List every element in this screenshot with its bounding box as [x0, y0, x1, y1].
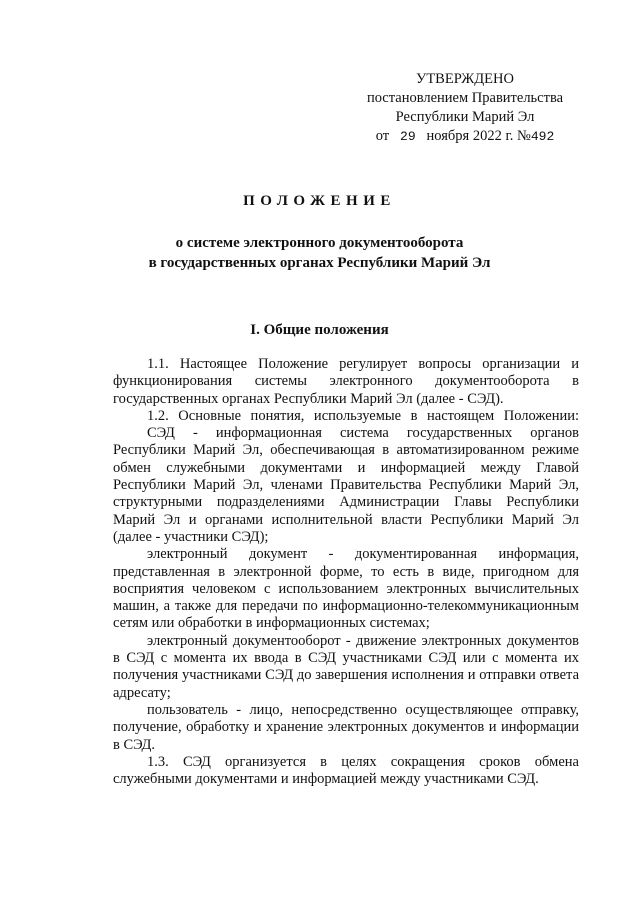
approval-number: 492 [530, 129, 555, 144]
approval-day: 29 [400, 129, 416, 144]
definition-electronic-document: электронный документ - документированная информация, представленная в электронной форме, то есть в виде, пригодном для восприятия человеком с использованием электронных вычислительных машин, а также для передачи по информационно-телекоммуникационным сетям или обработки в информационных системах; [113, 546, 579, 632]
section-title: I. Общие положения [250, 322, 389, 338]
approval-issuer: постановлением Правительства [366, 90, 564, 106]
paragraph-1-1: 1.1. Настоящее Положение регулирует вопросы организации и функционирования системы электронного документооборота в государственных органах Республики Марий Эл (далее - СЭД). [113, 356, 579, 407]
paragraph-1-2: 1.2. Основные понятия, используемые в настоящем Положении: [147, 407, 579, 424]
definition-electronic-workflow: электронный документооборот - движение электронных документов в СЭД с момента их ввода в СЭД участниками СЭД или с момента их получения участниками СЭД до завершения исполнения и отправки ответа адресату; [113, 632, 579, 701]
approval-heading: УТВЕРЖДЕНО [416, 71, 514, 87]
approval-month-year: ноября 2022 г. № [426, 128, 531, 144]
document-body [113, 356, 579, 788]
approval-stamp [350, 70, 580, 146]
subtitle-line-1: о системе электронного документооборота [175, 235, 464, 251]
document-title: ПОЛОЖЕНИЕ [243, 193, 396, 209]
approval-date-prefix: от [375, 128, 390, 144]
document-subtitle [0, 233, 639, 273]
approval-date-line [350, 127, 580, 146]
definition-sed: СЭД - информационная система государственных органов Республики Марий Эл, обеспечивающая в автоматизированном режиме обмен служебными документами и информацией между Главой Республики Марий Эл, членами Правительства Республики Марий Эл, структурными подразделениями Администрации Главы Республики Марий Эл и органами исполнительной власти Республики Марий Эл (далее - участники СЭД); [113, 425, 579, 545]
approval-region: Республики Марий Эл [395, 109, 535, 125]
subtitle-line-2: в государственных органах Республики Марий Эл [148, 255, 491, 271]
paragraph-1-3: 1.3. СЭД организуется в целях сокращения сроков обмена служебными документами и информацией между участниками СЭД. [113, 753, 579, 788]
definition-user: пользователь - лицо, непосредственно осуществляющее отправку, получение, обработку и хранение электронных документов и информации в СЭД. [113, 701, 579, 753]
